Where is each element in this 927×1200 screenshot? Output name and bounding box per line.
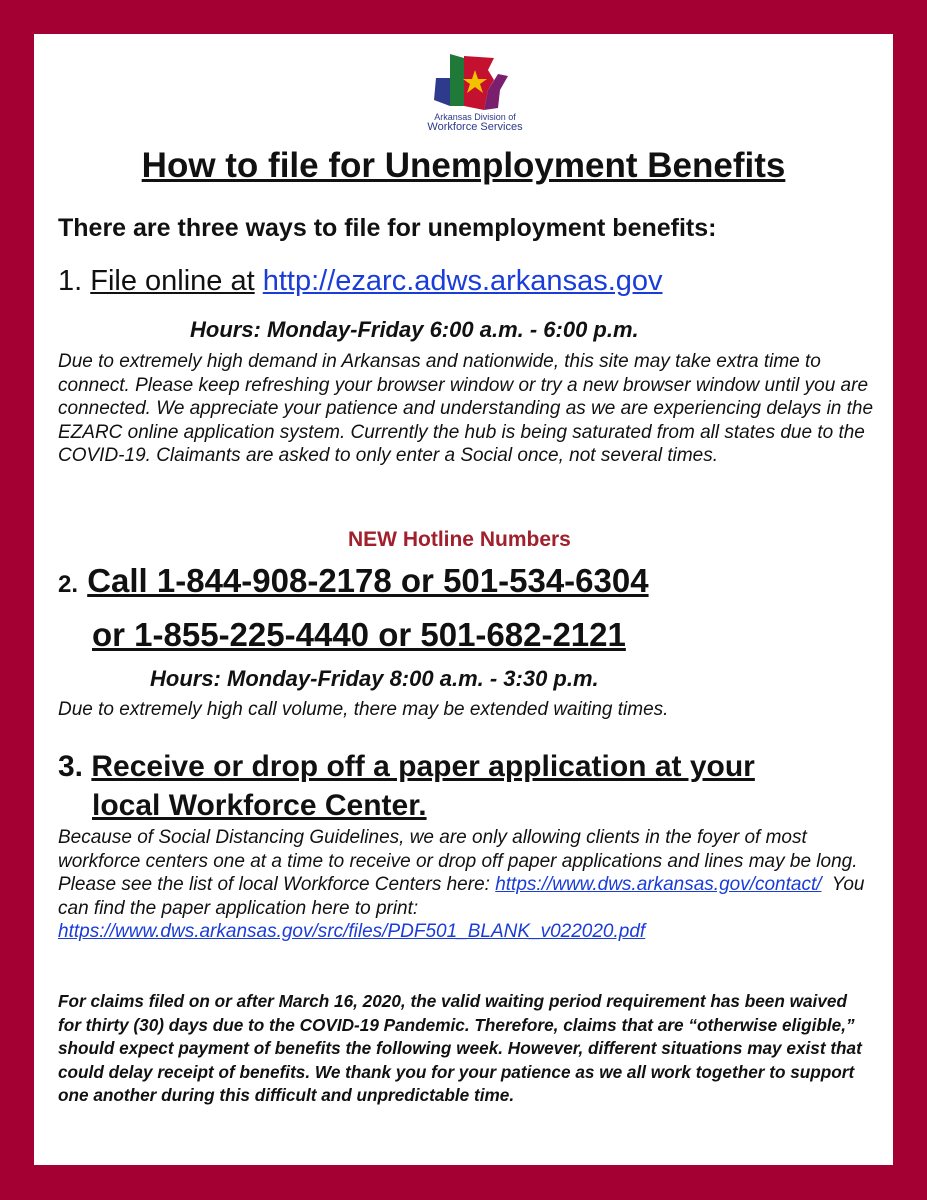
option2-phone-line1: Call 1-844-908-2178 or 501-534-6304: [87, 562, 649, 599]
option2-paragraph: Due to extremely high call volume, there may be extended waiting times.: [58, 699, 669, 720]
option2-number: 2.: [58, 571, 79, 598]
intro-text: There are three ways to file for unemployment benefits:: [58, 214, 717, 242]
paper-application-link[interactable]: https://www.dws.arkansas.gov/src/files/PDF501_BLANK_v022020.pdf: [58, 921, 646, 942]
option2-line1: [58, 562, 649, 600]
option3-paragraph-part2: You can find the paper application here to print:: [58, 874, 870, 919]
option3-line1: Receive or drop off a paper application at your: [91, 750, 755, 783]
option1-hours: Hours: Monday-Friday 6:00 a.m. - 6:00 p.m.: [190, 317, 639, 342]
logo-text-line1: Arkansas Division of: [434, 112, 516, 122]
option2-phone-line2: or 1-855-225-4440 or 501-682-2121: [92, 616, 626, 653]
option3-heading: [58, 747, 755, 825]
option1-label: File online at: [90, 265, 255, 297]
page-title: How to file for Unemployment Benefits: [141, 146, 786, 185]
option1-number: 1.: [58, 265, 83, 297]
waiting-period-note: For claims filed on or after March 16, 2020, the valid waiting period requirement has been waived for thirty (30) days due to the COVID-19 Pandemic. Therefore, claims that are “otherwise eligible,” should expect payment of benefits the following week. However, different situations may exist that could delay receipt of benefits. We thank you for your patience as we all work together to support one another during this difficult and unpredictable time.: [58, 991, 862, 1105]
option3-paragraph-part1: Because of Social Distancing Guidelines, we are only allowing clients in the foyer of most workforce centers one at a time to receive or drop off paper applications and lines may be long. Please see the list of local Workforce Centers here:: [58, 827, 858, 895]
option3-line2: local Workforce Center.: [92, 789, 427, 822]
option1-paragraph: Due to extremely high demand in Arkansas and nationwide, this site may take extra time to connect. Please keep refreshing your browser window or try a new browser window until you are connected. We appreciate your patience and understanding as we are experiencing delays in the EZARC online application system. Currently the hub is being saturated from all states due to the COVID-19. Claimants are asked to only enter a Social once, not several times.: [58, 351, 874, 466]
option2-hours: Hours: Monday-Friday 8:00 a.m. - 3:30 p.m.: [150, 666, 599, 691]
flyer-page: [34, 34, 893, 1165]
arkansas-state-icon: [428, 50, 522, 112]
contact-link[interactable]: https://www.dws.arkansas.gov/contact/: [495, 874, 822, 895]
option3-number: 3.: [58, 750, 84, 783]
option3-paragraph: [58, 826, 888, 944]
ezarc-link[interactable]: http://ezarc.adws.arkansas.gov: [262, 265, 663, 297]
option2-line2: [92, 616, 626, 654]
logo-text-line2: Workforce Services: [427, 121, 523, 133]
option1-heading: [58, 265, 663, 298]
hotline-heading: NEW Hotline Numbers: [348, 528, 571, 551]
adws-logo: [420, 50, 530, 142]
